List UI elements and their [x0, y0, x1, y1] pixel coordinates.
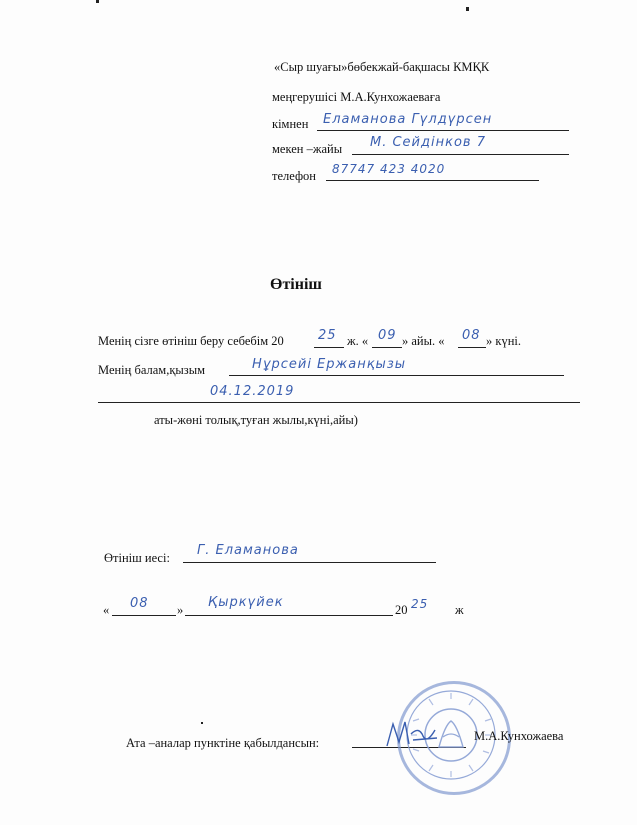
- phone-line: [326, 180, 539, 181]
- day-line: [458, 347, 486, 348]
- from-value: Еламанова Гүлдүрсен: [323, 112, 493, 127]
- applicant-label: Өтініш иесі:: [104, 551, 170, 565]
- date-month-value: Қыркүйек: [208, 595, 284, 610]
- director-signature: [383, 716, 443, 752]
- day-suffix: » күні.: [486, 334, 521, 348]
- date-mid: »: [177, 603, 184, 617]
- child-line: [229, 375, 564, 376]
- reason-prefix: Менің сізге өтініш беру себебім 20: [98, 334, 284, 348]
- applicant-line: [183, 562, 436, 563]
- header-org: «Сыр шуағы»бөбекжай-бақшасы КМҚК: [274, 60, 490, 74]
- date-year-prefix: 20: [395, 603, 408, 617]
- document-title: Өтініш: [270, 276, 322, 293]
- from-label: кімнен: [272, 117, 309, 131]
- phone-label: телефон: [272, 169, 316, 183]
- year-suffix: ж. «: [347, 334, 369, 348]
- date-year-suffix: ж: [455, 603, 464, 617]
- month-value: 09: [378, 328, 397, 343]
- scan-speck: [201, 722, 203, 724]
- child-name-value: Нұрсейі Ержанқызы: [252, 357, 406, 372]
- field-hint: аты-жөні толық,туған жылы,күні,айы): [154, 413, 358, 427]
- date-day-value: 08: [130, 596, 149, 611]
- day-value: 08: [462, 328, 481, 343]
- birth-line: [98, 402, 580, 403]
- from-line: [317, 130, 569, 131]
- month-line: [372, 347, 402, 348]
- birth-value: 04.12.2019: [210, 384, 295, 399]
- address-line: [352, 154, 569, 155]
- year-line: [314, 347, 344, 348]
- address-value: М. Сейдінков 7: [370, 135, 486, 150]
- phone-value: 87747 423 4020: [332, 162, 446, 176]
- accepted-label: Ата –аналар пунктіне қабылдансын:: [126, 736, 320, 750]
- date-month-line: [185, 615, 393, 616]
- header-to: меңгерушісі М.А.Кунхожаеваға: [272, 90, 441, 104]
- date-year-value: 25: [411, 597, 429, 611]
- scan-speck: [96, 0, 99, 3]
- date-open: «: [103, 603, 110, 617]
- year-value: 25: [318, 328, 337, 343]
- child-label: Менің балам,қызым: [98, 363, 206, 377]
- scan-speck: [466, 7, 469, 11]
- applicant-value: Г. Еламанова: [197, 543, 299, 558]
- month-suffix: » айы. «: [402, 334, 445, 348]
- date-day-line: [112, 615, 176, 616]
- address-label: мекен –жайы: [272, 142, 343, 156]
- director-name: М.А.Кунхожаева: [474, 729, 564, 743]
